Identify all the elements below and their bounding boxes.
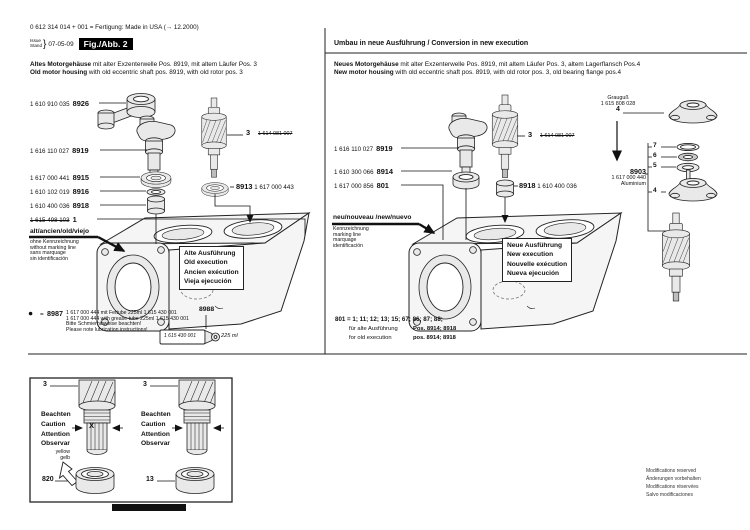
marking-line: marking line <box>333 231 361 238</box>
execution-line: Neue Ausführung <box>507 242 563 249</box>
caution-line: Caution <box>41 420 66 428</box>
note-lead: 801 = <box>335 316 351 323</box>
part-number: 1 610 910 035 <box>30 101 70 108</box>
part-number: 1 610 102 019 <box>30 189 70 196</box>
superseded-part-number: 1 615 498 103 <box>30 217 70 224</box>
bearing-820-drawing <box>76 468 114 494</box>
sleeve-8918-drawing <box>148 196 165 214</box>
eccentric-8919-drawing <box>137 116 175 177</box>
caution-line: Beachten <box>41 411 71 418</box>
issue-stand-labels <box>30 39 42 49</box>
right-title-de <box>334 61 640 69</box>
left-title-de <box>30 61 257 69</box>
part-pos: 1 <box>72 215 77 224</box>
rotor-superseded-number: 1 614 081 007 <box>540 133 575 139</box>
marking-line: sin identificación <box>30 255 69 262</box>
caution-line: Observar <box>41 440 70 448</box>
issue-date: 07-05-09 <box>48 40 74 48</box>
left-panel-title <box>30 61 257 77</box>
kit-material: Aluminium <box>620 181 646 188</box>
caution-line: Beachten <box>141 411 171 418</box>
part-number: 1 610 400 036 <box>30 203 70 210</box>
modifications-note <box>646 468 701 500</box>
ring-8914-drawing <box>453 172 479 189</box>
lube-pos: 8987 <box>47 309 63 318</box>
rotor-pos-label: 3 <box>246 128 251 137</box>
neu-arrow <box>419 224 434 233</box>
bearing-13-drawing <box>176 468 214 494</box>
part-number: 1 617 000 856 <box>334 183 374 190</box>
bearing-8915-drawing <box>141 172 171 188</box>
right-panel-title <box>334 61 640 77</box>
part-row <box>30 187 89 196</box>
kit-item-pos: 4 <box>653 187 657 194</box>
note-801-en <box>349 335 456 341</box>
part-number: 1 610 300 066 <box>334 169 374 176</box>
bearing-13-pos: 13 <box>146 476 154 483</box>
issue-label: Issue <box>30 38 41 44</box>
o-ring-6-drawing <box>679 153 698 161</box>
part-pos: 8918 <box>519 181 536 190</box>
part-row <box>334 167 393 176</box>
bearing-8913-label <box>236 182 294 191</box>
marking-line: Kennzeichnung <box>333 226 369 232</box>
flange-kit-label <box>590 169 646 188</box>
right-title-de-rest: mit alter Exzenterwelle Pos. 8919, mit altem Läufer Pos. 3, altem Lagerflansch Pos.4 <box>398 61 641 68</box>
part-pos: 8916 <box>72 187 90 196</box>
note-values: 1; 11; 12; 13; 15; 67; 86; 87; 88; <box>352 316 443 323</box>
part-pos: 8926 <box>72 99 90 108</box>
part-pos: 8914 <box>376 167 394 176</box>
execution-line: Nueva ejecución <box>507 270 560 278</box>
rotor-superseded-number: 1 614 081 007 <box>258 131 293 137</box>
part-row <box>30 201 89 210</box>
execution-line: New execution <box>507 251 554 259</box>
caution-line: Attention <box>141 430 170 438</box>
caution-line: Caution <box>141 420 166 428</box>
marking-line: ohne Kennzeichnung <box>30 239 79 245</box>
kit-item-pos: 7 <box>653 142 657 149</box>
execution-line: Nouvelle exécution <box>507 260 568 268</box>
part-pos: 8918 <box>72 201 90 210</box>
right-title-en <box>334 69 640 77</box>
armature-drawing <box>662 213 689 301</box>
lube-line: 1 617 000 444 with grease tube 225ml 1 615 430 001 <box>66 315 189 322</box>
color-en: yellow <box>55 449 70 455</box>
execution-line: Old execution <box>184 259 228 267</box>
part-pos: 801 <box>376 181 389 190</box>
right-title-en-bold: New motor housing <box>334 69 394 77</box>
caution-rotor-pos: 3 <box>43 381 47 388</box>
kit-number: 1 617 000 440 <box>611 175 646 182</box>
snap-ring-7-drawing <box>677 143 699 150</box>
marking-line: identificación <box>333 242 363 249</box>
right-section-title: Umbau in neue Ausführung / Conversion in new execution <box>334 40 529 47</box>
color-de: gelb <box>60 454 70 461</box>
page-mark-bar <box>112 504 186 511</box>
left-title-de-bold: Altes Motorgehäuse <box>30 61 92 68</box>
part-number: 1 617 000 441 <box>30 175 70 182</box>
right-title-de-bold: Neues Motorgehäuse <box>334 61 399 68</box>
execution-line: Alte Ausführung <box>184 250 236 257</box>
lubrication-note <box>66 311 189 333</box>
color-note <box>44 450 70 462</box>
production-note: 0 612 314 014 + 001 = Fertigung: Made in USA (→ 12.2000) <box>30 24 199 31</box>
issue-block <box>30 38 133 50</box>
part-row <box>30 99 89 108</box>
new-marking-title: neu/nouveau /new/nuevo <box>333 214 412 221</box>
figure-badge: Fig./Abb. 2 <box>79 38 133 50</box>
flange-grauguss-label <box>590 95 646 114</box>
part-row <box>30 146 89 155</box>
part-number: 1 616 110 027 <box>30 148 70 155</box>
footer-line: Modifications reserved <box>646 468 697 474</box>
kit-pos: 8903 <box>630 167 646 176</box>
new-execution-box <box>502 238 572 282</box>
caution-line: Attention <box>41 430 70 438</box>
brace-glyph: } <box>43 38 47 50</box>
caution-line: Observar <box>141 440 170 448</box>
part-pos: 8913 <box>236 182 253 191</box>
right-eccentric-8919-drawing <box>449 113 487 174</box>
left-title-en-rest: with old eccentric shaft pos. 8919, with old rotor pos. 3 <box>87 69 243 77</box>
stand-label: Stand <box>30 43 43 48</box>
bullet-icon: ● <box>28 308 34 318</box>
flange-grauguss-drawing <box>669 101 717 124</box>
note-label: for old execution <box>349 335 392 341</box>
marking-line: without marking line <box>30 244 76 251</box>
flange-kit-bracket <box>645 143 677 231</box>
left-title-en <box>30 69 257 77</box>
tube-volume: 225 ml <box>221 333 238 339</box>
rotor-drawing <box>202 98 226 177</box>
right-sleeve-8918-drawing <box>497 180 514 197</box>
tube-pos: 8988 <box>199 306 215 313</box>
right-rotor-drawing <box>492 95 518 178</box>
right-title-en-rest: with old eccentric shaft pos. 8919, with old rotor pos. 3, old bearing flange pos.4 <box>393 69 622 77</box>
footer-line: Modifications réservées <box>646 483 699 490</box>
sleeve-8918-label <box>519 181 577 190</box>
caution-rotor-pos: 3 <box>143 381 147 388</box>
old-marking-title: alt/ancien/old/viejo <box>30 228 89 235</box>
part-pos: 8919 <box>72 146 89 155</box>
execution-line: Vieja ejecución <box>184 278 232 286</box>
lube-line: Bitte Schmierhinweise beachten! <box>66 321 142 328</box>
note-label: für alte Ausführung <box>349 326 398 332</box>
lube-line: 1 617 000 444 mit Fettube 225ml 1 615 430 001 <box>66 310 177 316</box>
part-pos: 8919 <box>376 144 393 153</box>
part-pos: 8915 <box>72 173 90 182</box>
marking-line: sans marquage <box>30 250 66 257</box>
caution-stack-left <box>41 410 71 449</box>
part-row <box>334 144 393 153</box>
part-row <box>334 181 389 190</box>
execution-line: Ancien exécution <box>184 268 239 276</box>
kit-item-pos: 5 <box>653 162 657 169</box>
flange-pos: 4 <box>616 106 620 114</box>
part-number: 1 610 400 036 <box>537 183 577 190</box>
left-title-de-rest: mit alter Exzenterwelle Pos. 8919, mit altem Läufer Pos. 3 <box>91 61 257 68</box>
bearing-820-pos: 820 <box>42 476 54 483</box>
kit-item-pos: 6 <box>653 152 657 159</box>
part-number: 1 616 110 027 <box>334 146 374 153</box>
part-number: 1 617 000 443 <box>254 184 294 191</box>
note-801 <box>335 316 443 323</box>
flange-material: Grauguß <box>607 95 629 101</box>
flange-4-drawing <box>669 179 717 202</box>
note-801-de <box>349 326 456 332</box>
caution-stack-right <box>141 410 171 449</box>
footer-line: Salvo modificaciones <box>646 491 693 498</box>
washer-8916-drawing <box>147 189 165 195</box>
footer-line: Änderungen vorbehalten <box>646 475 701 482</box>
x-mark: X <box>89 421 95 430</box>
part-row <box>30 173 89 182</box>
flange-number: 1 615 808 028 <box>600 101 636 108</box>
tube-number-label: 1 615 430 001 <box>164 333 196 339</box>
marking-line: marquage <box>333 237 357 244</box>
note-value: Pos. 8914; 8918 <box>413 326 457 332</box>
old-execution-box <box>179 246 244 290</box>
lube-line: Please note lubrication instructions! <box>66 326 148 333</box>
note-value: pos. 8914; 8918 <box>413 335 456 341</box>
equals-sign: = <box>40 311 44 318</box>
new-marking-lines <box>333 227 369 249</box>
rotor-pos-label: 3 <box>528 130 533 139</box>
part-row-superseded <box>30 215 77 224</box>
left-title-en-bold: Old motor housing <box>30 69 88 77</box>
old-marking-lines <box>30 240 79 262</box>
